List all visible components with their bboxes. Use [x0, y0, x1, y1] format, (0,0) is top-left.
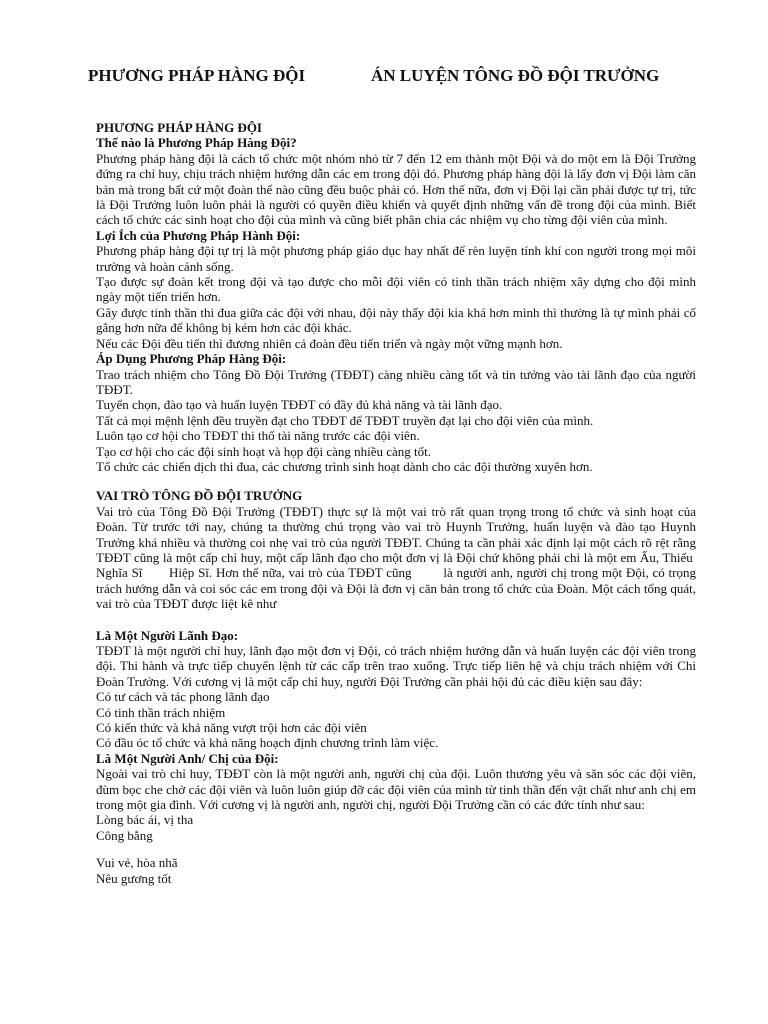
title-left: PHƯƠNG PHÁP HÀNG ĐỘI	[88, 66, 306, 85]
benefit-item: Gây được tinh thần thi đua giữa các đội với nhau, đội này thấy đội kia khá hơn mình thì thường là tự mình phải cố gắng hơn nữa để không bị kém hơn các đội khác.	[96, 304, 696, 336]
role-intro-text: Vai trò của Tông Đồ Đội Trưởng (TĐĐT) thực sự là một vai trò rất quan trọng trong tổ chức và sinh hoạt của Đoàn. Từ trước tới nay, chúng ta thường chú trọng vào vai trò Huynh Trưởng, huấn luyện và đào tạo Huynh Trưởng khá nhiều và thường coi nhẹ vai trò của người TĐĐT. Chúng ta cần phải xác định lại một cách rõ rệt rằng TĐĐT cũng là một cấp chỉ huy, một cấp lãnh đạo cho một đơn vị là Đội chứ không phải chỉ là một em Ấu, Thiếu	[96, 503, 696, 565]
leader-list-item: Có kiến thức và khả năng vượt trội hơn các đội viên	[96, 720, 367, 736]
subheading-sibling: Là Một Người Anh/ Chị của Đội:	[96, 750, 279, 766]
document-body	[96, 120, 696, 886]
subheading-benefits: Lợi Ích của Phương Pháp Hành Đội:	[96, 227, 301, 243]
apply-item: Tuyển chọn, đào tạo và huấn luyện TĐĐT có đầy đủ khả năng và tài lãnh đạo.	[96, 397, 503, 413]
benefit-item: Phương pháp hàng đội tự trị là một phương pháp giáo dục hay nhất để rèn luyện tính khí con người trong mọi môi trường và hoàn cảnh sống.	[96, 243, 696, 274]
sibling-list-item: Nêu gương tốt	[96, 870, 172, 886]
sibling-list-item: Vui vẻ, hòa nhã	[96, 855, 178, 871]
benefit-item: Nếu các Đội đều tiến thì đương nhiên cả đoàn đều tiến triển và ngày một vững mạnh hơn.	[96, 335, 563, 351]
leader-list-item: Có tinh thần trách nhiệm	[96, 704, 226, 720]
leader-list-item: Có tư cách và tác phong lãnh đạo	[96, 689, 270, 705]
paragraph-sibling: Ngoài vai trò chỉ huy, TĐĐT còn là một người anh, người chị của đội. Luôn thương yêu và săn sóc các đội viên, đùm bọc che chở các đội viên và luôn luôn giúp đỡ các đội viên của mình từ tinh thần đến vật chất như anh chị em trong một gia đình. Với cương vị là người anh, người chị, người Đội Trưởng cần có các đức tính như sau:	[96, 766, 696, 813]
page-title	[88, 66, 688, 86]
subheading-what-is: Thế nào là Phương Pháp Hàng Đội?	[96, 135, 297, 151]
paragraph-role-intro	[96, 504, 696, 612]
sibling-list-item: Lòng bác ái, vị tha	[96, 812, 194, 828]
title-right: ÁN LUYỆN TÔNG ĐỒ ĐỘI TRƯỞNG	[371, 66, 660, 85]
benefit-item: Tạo được sự đoàn kết trong đội và tạo được cho mỗi đội viên có tinh thần trách nhiệm xây dựng cho đội mình ngày một tiến triển hơn.	[96, 274, 696, 305]
paragraph-what-is: Phương pháp hàng đội là cách tổ chức một nhóm nhỏ từ 7 đến 12 em thành một Đội và do một em là Đội Trưởng đứng ra chỉ huy, chịu trách nhiệm hướng dẫn các em trong đội đó. Phương pháp hàng đội là lấy đơn vị Đội làm căn bản mà trong bất cứ một đoàn thể nào cũng đều buộc phải có. Hơn thế nữa, đơn vị Đội lại cần phải được tự trị, tức là Đội Trưởng luôn luôn phải là người có quyền điều khiển và quyết định những vấn đề trong đội của mình. Biết cách tổ chức các sinh hoạt cho đội của mình và cũng biết phân chia các nhiệm vụ cho từng đội viên của mình.	[96, 150, 696, 228]
section-heading-role: VAI TRÒ TÔNG ĐỒ ĐỘI TRƯỞNG	[96, 488, 303, 504]
leader-list-item: Có đầu óc tổ chức và khả năng hoạch định chương trình làm việc.	[96, 735, 439, 751]
apply-item: Luôn tạo cơ hội cho TĐĐT thi thố tài năng trước các đội viên.	[96, 428, 420, 444]
section-heading-team-method: PHƯƠNG PHÁP HÀNG ĐỘI	[96, 120, 262, 135]
apply-item: Trao trách nhiệm cho Tông Đồ Đội Trưởng (TĐĐT) càng nhiều càng tốt và tin tưởng vào tài lãnh đạo của người TĐĐT.	[96, 366, 696, 397]
subheading-leader: Là Một Người Lãnh Đạo:	[96, 627, 239, 643]
role-intro-text: là người anh, người chị trong một Đội, có trọng trách hướng dẫn và coi sóc các em trong đội và Đội là đơn vị căn bản trong tổ chức của Đoàn. Một cách tổng quát, vai trò của TĐĐT được liệt kê như	[96, 565, 696, 612]
role-intro-text: Nghĩa Sĩ	[96, 565, 143, 581]
role-intro-text: Hiệp Sĩ. Hơn thế nữa, vai trò của TĐĐT cũng	[169, 565, 412, 581]
apply-item: Tất cả mọi mệnh lệnh đều truyền đạt cho TĐĐT để TĐĐT truyền đạt lại cho đội viên của mình.	[96, 412, 594, 428]
sibling-list-item: Công bằng	[96, 827, 153, 843]
paragraph-leader: TĐĐT là một người chỉ huy, lãnh đạo một đơn vị Đội, có trách nhiệm hướng dẫn và huấn luyện các đội viên trong đội. Thi hành và trực tiếp chuyển lệnh từ các cấp trên trao xuống. Trực tiếp liên hệ và chịu trách nhiệm với Chi Đoàn Trưởng. Với cương vị là một cấp chỉ huy, người Đội Trưởng cần phải hội đủ các điều kiện sau đây:	[96, 643, 696, 689]
apply-item: Tạo cơ hội cho các đội sinh hoạt và họp đội càng nhiều càng tốt.	[96, 443, 432, 459]
apply-item: Tổ chức các chiến dịch thi đua, các chương trình sinh hoạt dành cho các đội thường xuyên hơn.	[96, 458, 593, 474]
subheading-apply: Áp Dụng Phương Pháp Hàng Đội:	[96, 351, 287, 367]
